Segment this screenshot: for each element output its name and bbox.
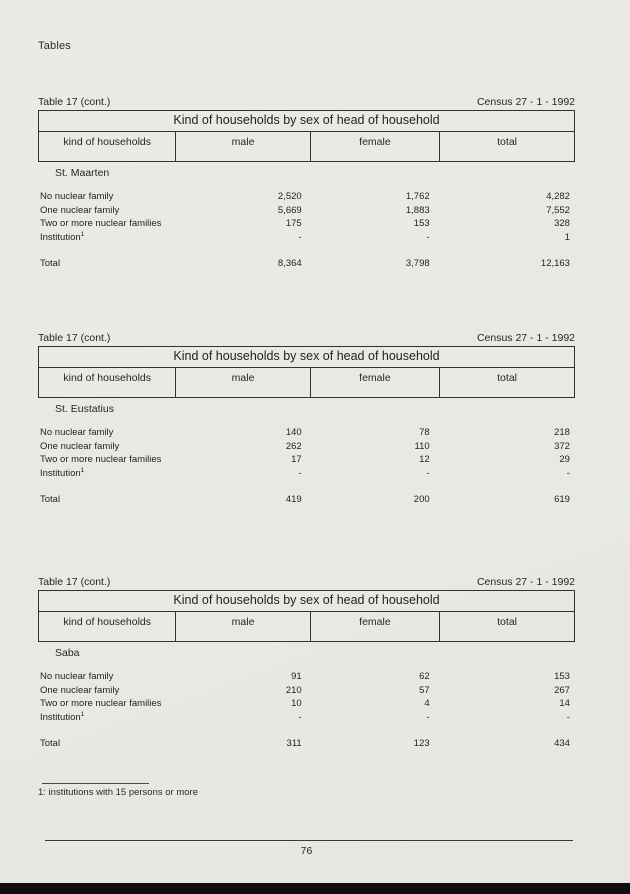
scan-edge-bar xyxy=(0,883,630,894)
row-label: One nuclear family xyxy=(40,204,120,216)
table-title: Kind of households by sex of head of household xyxy=(39,347,574,368)
cell-female: 3,798 xyxy=(405,258,430,269)
cell-male: 91 xyxy=(291,671,302,682)
row-label: Institution$^1$ xyxy=(40,710,85,723)
cell-male: 311 xyxy=(286,738,302,749)
row-label: No nuclear family xyxy=(40,427,114,438)
table-row xyxy=(38,467,575,481)
table-row xyxy=(38,217,575,231)
table-header-row xyxy=(39,132,574,161)
cell-female: 78 xyxy=(419,427,430,438)
cell-male: - xyxy=(298,711,302,723)
table-row xyxy=(38,204,575,218)
table-section-st-eustatius xyxy=(38,332,575,507)
table-label: Table 17 (cont.) xyxy=(38,96,111,108)
column-header-total: total xyxy=(439,132,574,161)
row-label: Two or more nuclear families xyxy=(40,454,162,465)
cell-total: 29 xyxy=(559,454,570,465)
table-row xyxy=(38,453,575,467)
cell-female: 1,762 xyxy=(405,191,430,202)
cell-total: 4,282 xyxy=(546,191,570,202)
cell-female: 153 xyxy=(413,218,430,229)
cell-female: 4 xyxy=(424,698,430,709)
footnote-ref: 1 xyxy=(80,230,85,238)
row-label: One nuclear family xyxy=(40,684,120,696)
column-header-male: male xyxy=(175,612,309,641)
table-row xyxy=(38,190,575,204)
table-row xyxy=(38,231,575,245)
column-header-total: total xyxy=(439,612,574,641)
cell-female: - xyxy=(426,231,430,243)
cell-male: 2,520 xyxy=(277,191,302,202)
row-label: One nuclear family xyxy=(40,440,120,452)
page-heading: Tables xyxy=(38,40,71,52)
row-label: No nuclear family xyxy=(40,671,114,682)
table-rows xyxy=(38,190,575,271)
cell-male: 10 xyxy=(291,698,302,709)
cell-male: 17 xyxy=(291,454,302,465)
table-row xyxy=(38,711,575,725)
cell-female: 1,883 xyxy=(405,204,430,216)
row-label: Total xyxy=(40,738,61,749)
row-label: No nuclear family xyxy=(40,191,114,202)
footnote-text: 1: institutions with 15 persons or more xyxy=(38,787,198,798)
cell-total: 434 xyxy=(554,738,570,749)
column-header-kind: kind of households xyxy=(63,136,151,148)
cell-total: 218 xyxy=(554,427,570,438)
census-label: Census 27 - 1 - 1992 xyxy=(476,576,575,588)
column-header-total: total xyxy=(439,368,574,397)
row-label: Total xyxy=(40,258,61,269)
cell-male: 210 xyxy=(285,684,302,696)
cell-total: 267 xyxy=(554,684,570,696)
table-header-row xyxy=(39,368,574,397)
footer-rule xyxy=(45,840,573,841)
footnote-rule xyxy=(42,783,149,784)
cell-total: 14 xyxy=(559,698,570,709)
column-header-female: female xyxy=(310,132,439,161)
row-label: Institution$^1$ xyxy=(40,466,85,479)
table-total-row xyxy=(38,737,575,751)
table-total-row xyxy=(38,257,575,271)
cell-female: 62 xyxy=(419,671,430,682)
table-section-st-maarten xyxy=(38,96,575,271)
table-rows xyxy=(38,426,575,507)
table-row xyxy=(38,426,575,440)
table-meta xyxy=(38,332,575,344)
cell-female: 123 xyxy=(413,738,430,749)
table-section-saba xyxy=(38,576,575,751)
cell-female: - xyxy=(426,467,430,479)
footnote-ref: 1 xyxy=(80,710,85,718)
column-header-kind: kind of households xyxy=(63,372,151,384)
cell-total: 372 xyxy=(554,440,570,452)
column-header-kind: kind of households xyxy=(63,616,151,628)
cell-male: 8,364 xyxy=(277,258,302,269)
cell-female: 200 xyxy=(413,494,430,505)
table-rows xyxy=(38,670,575,751)
table-row xyxy=(38,670,575,684)
cell-total: 328 xyxy=(554,218,570,229)
row-label: Two or more nuclear families xyxy=(40,218,162,229)
region-label: St. Eustatius xyxy=(55,403,114,415)
footnote xyxy=(38,783,338,798)
table-box xyxy=(38,346,575,398)
table-label: Table 17 (cont.) xyxy=(38,332,111,344)
table-row xyxy=(38,697,575,711)
cell-total: 12,163 xyxy=(540,258,570,269)
cell-female: 12 xyxy=(419,454,430,465)
cell-total: 619 xyxy=(554,494,570,505)
census-label: Census 27 - 1 - 1992 xyxy=(476,96,575,108)
table-box xyxy=(38,590,575,642)
page-number: 76 xyxy=(300,845,313,857)
cell-female: 110 xyxy=(414,440,430,452)
table-box xyxy=(38,110,575,162)
region-label: St. Maarten xyxy=(55,167,110,179)
table-row xyxy=(38,440,575,454)
cell-male: 419 xyxy=(285,494,302,505)
cell-male: 175 xyxy=(285,218,302,229)
cell-male: 5,669 xyxy=(277,204,302,216)
cell-male: 140 xyxy=(285,427,302,438)
column-header-male: male xyxy=(175,132,309,161)
row-label: Institution$^1$ xyxy=(40,230,85,243)
cell-female: - xyxy=(426,711,430,723)
table-row xyxy=(38,684,575,698)
table-title: Kind of households by sex of head of household xyxy=(39,111,574,132)
column-header-female: female xyxy=(310,368,439,397)
table-total-row xyxy=(38,493,575,507)
table-label: Table 17 (cont.) xyxy=(38,576,111,588)
row-label: Two or more nuclear families xyxy=(40,698,162,709)
table-title: Kind of households by sex of head of household xyxy=(39,591,574,612)
cell-total: 1 xyxy=(564,231,570,243)
cell-total: 7,552 xyxy=(546,204,570,216)
cell-male: - xyxy=(298,231,302,243)
table-meta xyxy=(38,576,575,588)
table-meta xyxy=(38,96,575,108)
cell-female: 57 xyxy=(419,684,430,696)
table-header-row xyxy=(39,612,574,641)
footnote-ref: 1 xyxy=(80,466,85,474)
census-label: Census 27 - 1 - 1992 xyxy=(476,332,575,344)
column-header-female: female xyxy=(310,612,439,641)
row-label: Total xyxy=(40,494,61,505)
cell-total: 153 xyxy=(554,671,570,682)
region-label: Saba xyxy=(55,647,80,659)
cell-total: - xyxy=(566,467,570,479)
cell-total: - xyxy=(566,711,570,723)
cell-male: 262 xyxy=(285,440,302,452)
column-header-male: male xyxy=(175,368,309,397)
cell-male: - xyxy=(298,467,302,479)
